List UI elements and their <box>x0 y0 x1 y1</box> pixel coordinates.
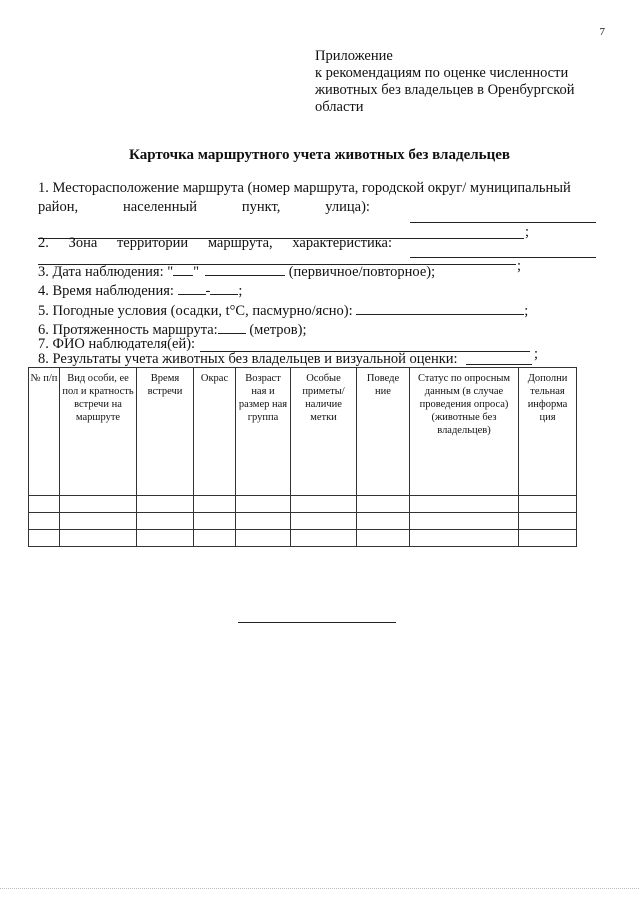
card-title: Карточка маршрутного учета животных без владельцев <box>129 147 510 163</box>
field-time-label: 4. Время наблюдения: <box>38 283 174 299</box>
table-cell[interactable] <box>60 496 137 513</box>
table-cell[interactable] <box>29 530 60 547</box>
table-cell[interactable] <box>357 530 410 547</box>
word: маршрута, <box>207 235 273 251</box>
table-cell[interactable] <box>410 513 519 530</box>
table-cell[interactable] <box>291 530 357 547</box>
field-length-input[interactable] <box>218 333 246 334</box>
column-header: Окрас <box>194 368 236 496</box>
field-date-type: (первичное/повторное); <box>288 264 436 280</box>
appendix-line: области <box>315 99 364 115</box>
field-zone-input-1[interactable] <box>410 257 596 258</box>
word: улица): <box>325 199 370 215</box>
signature-line <box>238 622 396 623</box>
table-cell[interactable] <box>194 513 236 530</box>
table-cell[interactable] <box>29 496 60 513</box>
field-time-row <box>38 283 242 300</box>
table-cell[interactable] <box>236 530 291 547</box>
field-date-month-input[interactable] <box>205 275 285 276</box>
column-header: Вид особи, ее пол и кратность встречи на маршруте <box>60 368 137 496</box>
field-weather-input[interactable] <box>356 314 524 315</box>
column-header: Статус по опросным данным (в случае проведения опроса) (животные без владельцев) <box>410 368 519 496</box>
table-cell[interactable] <box>410 530 519 547</box>
table-cell[interactable] <box>519 496 577 513</box>
appendix-line: Приложение <box>315 48 393 64</box>
table-cell[interactable] <box>357 496 410 513</box>
table-cell[interactable] <box>519 530 577 547</box>
results-table <box>28 367 577 547</box>
table-cell[interactable] <box>60 530 137 547</box>
table-cell[interactable] <box>137 530 194 547</box>
word: 2. <box>38 235 49 251</box>
table-cell[interactable] <box>194 530 236 547</box>
table-cell[interactable] <box>410 496 519 513</box>
semicolon: ; <box>534 346 539 362</box>
quote: " <box>193 264 200 280</box>
word: район, <box>38 199 79 215</box>
scan-edge-divider <box>0 888 639 889</box>
field-length-label: 6. Протяженность маршрута: <box>38 322 218 338</box>
table-cell[interactable] <box>29 513 60 530</box>
field-zone-label <box>38 235 392 252</box>
table-cell[interactable] <box>137 513 194 530</box>
table-cell[interactable] <box>236 513 291 530</box>
field-route-location-label: 1. Месторасположение маршрута (номер маршрута, городской округ/ муниципальный <box>38 180 571 196</box>
word: населенный <box>123 199 197 215</box>
page-number: 7 <box>599 26 605 38</box>
field-time-start-input[interactable] <box>178 294 206 295</box>
appendix-line: к рекомендациям по оценке численности <box>315 65 569 81</box>
appendix-line: животных без владельцев в Оренбургской <box>315 82 575 98</box>
table-cell[interactable] <box>519 513 577 530</box>
field-results-label: 8. Результаты учета животных без владельцев и визуальной оценки: <box>38 351 458 367</box>
table-row <box>29 530 577 547</box>
field-time-end-input[interactable] <box>210 294 238 295</box>
column-header: Особые приметы/ наличие метки <box>291 368 357 496</box>
word: территории <box>116 235 189 251</box>
column-header: Дополни тельная информа ция <box>519 368 577 496</box>
table-cell[interactable] <box>357 513 410 530</box>
field-route-location-line2 <box>38 199 370 216</box>
field-weather-label: 5. Погодные условия (осадки, t°C, пасмурно/ясно): <box>38 303 353 319</box>
word: характеристика: <box>292 235 392 251</box>
table-cell[interactable] <box>137 496 194 513</box>
column-header: Возраст ная и размер ная группа <box>236 368 291 496</box>
semicolon: ; <box>238 283 243 299</box>
table-cell[interactable] <box>236 496 291 513</box>
field-observer-label: 7. ФИО наблюдателя(ей): <box>38 336 196 352</box>
column-header: № п/п <box>29 368 60 496</box>
field-date-label: 3. Дата наблюдения: " <box>38 264 174 280</box>
field-route-location-input-1[interactable] <box>410 222 596 223</box>
semicolon: ; <box>525 224 530 240</box>
column-header: Время встречи <box>137 368 194 496</box>
table-cell[interactable] <box>291 496 357 513</box>
word: пункт, <box>241 199 281 215</box>
field-length-unit: (метров); <box>249 322 307 338</box>
semicolon: ; <box>517 258 522 274</box>
field-date-row <box>38 264 435 281</box>
dash: - <box>205 283 211 299</box>
column-header: Поведе ние <box>357 368 410 496</box>
field-results-tail-line <box>466 364 532 365</box>
field-date-day-input[interactable] <box>173 275 193 276</box>
word: Зона <box>68 235 98 251</box>
table-row <box>29 496 577 513</box>
table-cell[interactable] <box>194 496 236 513</box>
table-row <box>29 513 577 530</box>
table-cell[interactable] <box>60 513 137 530</box>
table-header-row <box>29 368 577 496</box>
field-weather-row <box>38 303 528 320</box>
semicolon: ; <box>524 303 529 319</box>
appendix-note <box>315 48 615 116</box>
table-cell[interactable] <box>291 513 357 530</box>
